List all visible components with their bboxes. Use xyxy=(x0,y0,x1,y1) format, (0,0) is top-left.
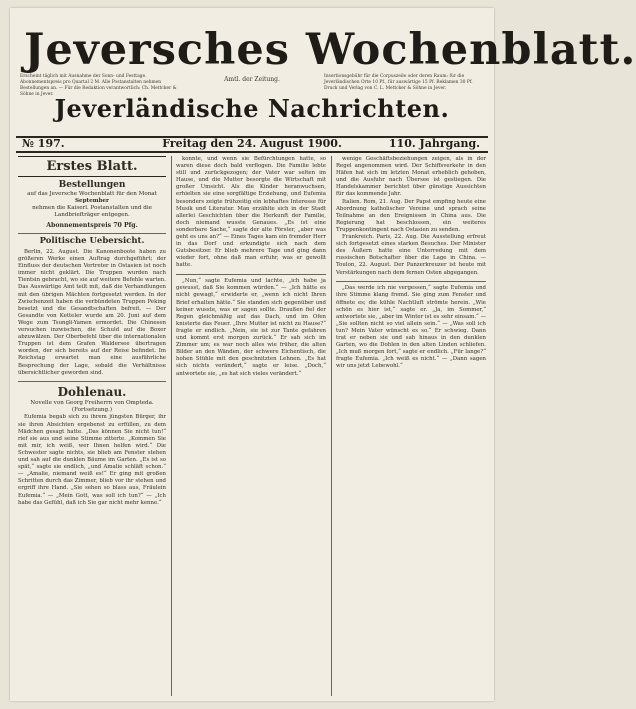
divider xyxy=(16,151,488,153)
divider xyxy=(18,381,166,382)
dateline xyxy=(20,137,484,151)
article-text: konnte, und wenn sie Befürchtungen hatte, so waren diese doch bald verflogen. Die Familie lebte still und zurückgezogen; der Vater war selten im Hause, und die Mutter besorgte die Wirtschaft mit großer Umsicht. Als die Kinder heranwuchsen, erhielten sie eine sorgfältige Erziehung, und Eufemia besonders zeigte frühzeitig ein lebhaftes Interesse für Musik und Literatur. Man erzählte sich in der Stadt allerlei Geschichten über die Herkunft der Familie, doch niemand wusste Genaues. „Es ist eine sonderbare Sache,“ sagte der alte Förster, „aber was geht es uns an?“ — Eines Tages kam ein fremder Herr in das Dorf und erkundigte sich nach dem Gutsbesitzer. Er blieb mehrere Tage und ging dann wieder fort, ohne daß man erfuhr, was er gewollt hatte. xyxy=(176,156,326,269)
newspaper-subtitle: Jeverländische Nachrichten. xyxy=(54,94,450,123)
subscription-text-2: nehmen die Kaiserl. Postanstalten und die Landbriefträger entgegen. xyxy=(32,205,152,218)
newspaper-page xyxy=(10,8,636,701)
subscription-text: auf das Jeversche Wochenblatt für den Monat xyxy=(27,191,157,197)
feuilleton-text-continued: „Das werde ich nie vergessen,“ sagte Eufemia und ihre Stimme klang fremd. Sie ging zum Fenster und öffnete es; die kühle Nachtluft strömte herein. „Wie schön es hier ist,“ sagte er. „Ja, im Sommer,“ antwortete sie, „aber im Winter ist es sehr einsam.“ — „Sie sollten nicht so viel allein sein.“ — „Was soll ich tun? Mein Vater wünscht es so.“ Er schwieg. Dann trat er neben sie und sah hinaus in den dunklen Garten, wo die Dohlen in den alten Linden schliefen. „Ich muß morgen fort,“ sagte er endlich. „Für lange?“ fragte Eufemia. „Ich weiß es nicht.“ — „Dann sagen wir uns jetzt Lebewohl.“ xyxy=(336,285,486,370)
politics-article: Berlin, 22. August. Die Kanonenboote haben zu größeren Werke einen Auftrag durchgeführt; der Einfluss der deutschen Vertreter in Ostasien ist noch immer nicht geklärt. Die Truppen wurden nach Tientsin gebracht, wo sie auf weitere Befehle warten. Das Auswärtige Amt teilt mit, daß die Verhandlungen mit den übrigen Mächten fortgesetzt werden. In der Zwischenzeit haben die verbündeten Truppen Peking besetzt und die Gesandtschaften befreit. — Der Gesandte von Ketteler wurde am 20. Juni auf dem Wege zum Tsungli-Yamen ermordet. Die Chinesen versuchen inzwischen, die Schuld auf die Boxer abzuwälzen. Der Oberbefehl über die internationalen Truppen ist dem Grafen Waldersee übertragen worden, der sich bereits auf der Reise befindet. Im Reichstag erwartet man eine ausführliche Besprechung der Lage, sobald die Verhältnisse übersichtlicher geworden sind. xyxy=(18,249,166,376)
france-news: Frankreich. Paris, 22. Aug. Die Ausstellung erfreut sich fortgesetzt eines starken Besuches. Der Minister des Äußern hatte eine Unterredung mit dem russischen Botschafter über die Lage in China. — Toulon, 22. August. Der Panzerkreuzer ist heute mit Verstärkungen nach dem fernen Osten abgegangen. xyxy=(336,234,486,276)
divider xyxy=(336,281,486,282)
masthead-note: Amtl. der Zeitung. xyxy=(224,76,280,83)
section-label: Erstes Blatt. xyxy=(18,156,166,177)
insertion-info: Insertionsgebühr für die Corpuszeile oder deren Raum: für die Jeverländischen Orte 10 Pf., für auswärtige 15 Pf. Reklamen 30 Pf. Druck und Verlag von C. L. Mettcker & Söhne in Jever. xyxy=(324,74,473,91)
feuilleton-author: Novelle von Georg Freiherrn von Ompteda. xyxy=(30,400,154,407)
feuilleton-text: Eufemia begab sich zu ihrem jüngsten Bürger, ihr sie ihren Absichten ergebenst zu erfüllen, zu dem Mädchen gesagt hatte. „Das können Sie nicht tun!“ rief sie aus und seine Stimme zitterte. „Kommen Sie mit mir, ich weiß, wer Ihnen helfen wird.“ Die Schwester sagte nichts, sie blieb am Fenster stehen und sah auf die dunklen Bäume im Garten. „Es ist so spät,“ sagte sie endlich, „und Amalie schläft schon.“ — „Amalie, niemand weiß es!“ Er ging mit großen Schritten durch das Zimmer, blieb vor ihr stehen und ergriff ihre Hand. „Sie sehen so blass aus, Fräulein Eufemia.“ — „Mein Gott, was soll ich tun?“ — „Ich habe das Gefühl, daß ich Sie gar nicht mehr kenne.“ xyxy=(18,414,166,506)
divider xyxy=(176,274,326,275)
subscription-price: Abonnementspreis 70 Pfg. xyxy=(46,222,138,229)
feuilleton-continuation: (Fortsetzung.) xyxy=(71,407,113,414)
column-divider xyxy=(331,156,332,696)
politics-heading: Politische Uebersicht. xyxy=(18,233,166,247)
article-columns xyxy=(18,156,486,696)
italy-news: Italien. Rom, 21. Aug. Der Papst empfing heute eine Abordnung katholischer Vereine und sprach seine Teilnahme an den Ereignissen in China aus. Die Regierung hat beschlossen, ein weiteres Truppenkontingent nach Ostasien zu senden. xyxy=(336,198,486,233)
volume-year: 110. Jahrgang. xyxy=(388,137,480,150)
issue-number: № 197. xyxy=(22,137,65,150)
column-divider xyxy=(171,156,172,696)
subscription-month: September xyxy=(75,198,109,204)
feuilleton-title: Dohlenau. xyxy=(57,385,127,400)
subscription-heading: Bestellungen xyxy=(58,180,126,190)
feuilleton-text-continued: „Nun,“ sagte Eufemia und lachte, „ich habe ja gewusst, daß Sie kommen würden.“ — „Ich hätte es nicht gewagt,“ erwiderte er, „wenn ich nicht Ihren Brief erhalten hätte.“ Sie standen sich gegenüber und keiner wusste, was er sagen sollte. Draußen fiel der Regen gleichmäßig auf das Dach, und im Ofen knisterte das Feuer. „Ihre Mutter ist nicht zu Hause?“ fragte er endlich. „Nein, sie ist zur Tante gefahren und kommt erst morgen zurück.“ Er sah sich im Zimmer um; es war noch alles wie früher, die alten Bilder an den Wänden, der schwere Eichentisch, die hohen Stühle mit den geschnitzten Lehnen. „Es hat sich nichts verändert,“ sagte er leise. „Doch,“ antwortete sie, „es hat sich vieles verändert.“ xyxy=(176,278,326,377)
column-3 xyxy=(336,156,486,696)
column-1 xyxy=(18,156,166,696)
masthead xyxy=(10,8,636,148)
issue-date: Freitag den 24. August 1900. xyxy=(162,137,342,150)
article-text: wenige Geschäftsbeziehungen zeigen, als in der Regel angenommen wird. Der Schiffsverkehr in den Häfen hat sich im letzten Monat erheblich gehoben, und die Ausfuhr nach Übersee ist gestiegen. Die Handelskammer berichtet über günstige Aussichten für das kommende Jahr. xyxy=(336,156,486,198)
newspaper-title: Jeversches Wochenblatt. xyxy=(24,25,636,75)
column-2 xyxy=(176,156,326,696)
publication-info: Erscheint täglich mit Ausnahme der Sonn- und Festtage. Abonnementspreis pro Quartal 2 M. Alle Postanstalten nehmen Bestellungen an. — Für die Redaktion verantwortlich: Ch. Mettcker & Söhne in Jever. xyxy=(20,74,177,97)
